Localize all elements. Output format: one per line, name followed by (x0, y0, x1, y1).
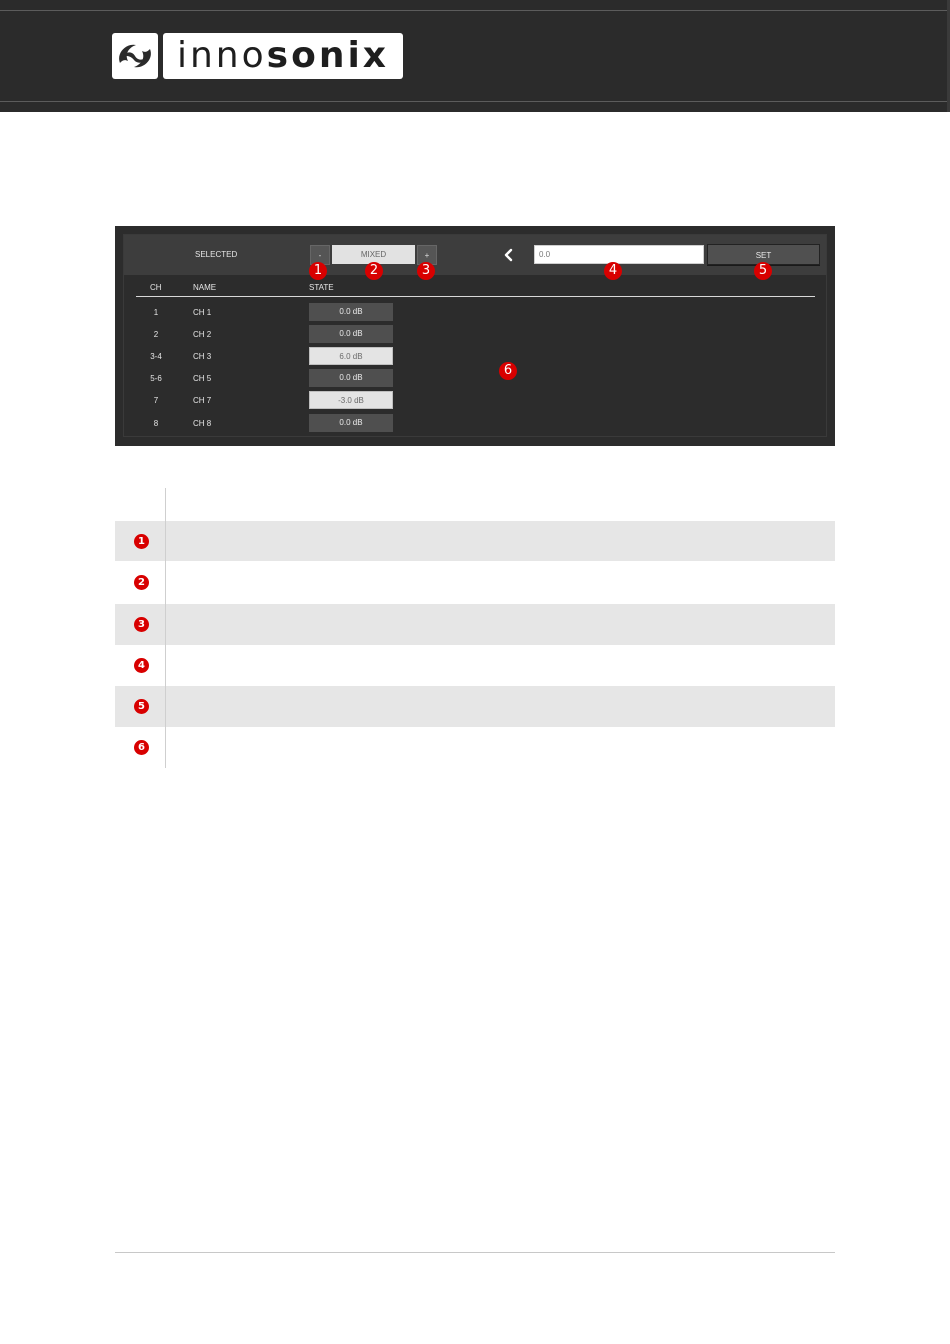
state-button[interactable]: 0.0 dB (309, 303, 393, 321)
mode-display-button[interactable]: MIXED (332, 245, 415, 264)
legend-number-badge: 6 (134, 740, 149, 755)
cell-ch: 1 (153, 308, 159, 317)
callout-marker-1: 1 (309, 262, 327, 280)
legend-row (115, 645, 835, 686)
cell-name: CH 5 (193, 374, 212, 383)
callout-marker-2: 2 (365, 262, 383, 280)
ui-screenshot-panel (115, 226, 835, 446)
column-header-state: STATE (309, 283, 334, 292)
wordmark-bold: sonix (266, 35, 390, 76)
column-header-ch: CH (150, 283, 162, 292)
wordmark-light: inno (176, 35, 267, 76)
state-button[interactable]: 0.0 dB (309, 414, 393, 432)
legend-number-badge: 2 (134, 575, 149, 590)
callout-marker-5: 5 (754, 262, 772, 280)
cell-ch: 7 (153, 396, 159, 405)
innosonix-wordmark (163, 33, 403, 79)
state-button[interactable]: -3.0 dB (309, 391, 393, 409)
gain-value-input[interactable] (534, 245, 704, 264)
legend-row (115, 727, 835, 768)
header-divider (136, 296, 815, 297)
cell-name: CH 1 (193, 308, 212, 317)
footer-rule (115, 1252, 835, 1253)
cell-ch: 3-4 (150, 352, 162, 361)
cell-name: CH 8 (193, 419, 212, 428)
legend-number-badge: 4 (134, 658, 149, 673)
selection-toolbar (124, 235, 826, 275)
state-button[interactable]: 6.0 dB (309, 347, 393, 365)
cell-ch: 2 (153, 330, 159, 339)
legend-row (115, 604, 835, 645)
callout-marker-3: 3 (417, 262, 435, 280)
legend-number-badge: 5 (134, 699, 149, 714)
state-button[interactable]: 0.0 dB (309, 325, 393, 343)
legend-row (115, 562, 835, 603)
cell-name: CH 3 (193, 352, 212, 361)
document-header (0, 0, 950, 112)
header-bottom-rule (0, 101, 950, 102)
callout-marker-6: 6 (499, 362, 517, 380)
set-button[interactable]: SET (707, 244, 820, 265)
legend-row (115, 521, 835, 562)
state-button[interactable]: 0.0 dB (309, 369, 393, 387)
cell-name: CH 7 (193, 396, 212, 405)
legend-number-badge: 3 (134, 617, 149, 632)
legend-column-divider (165, 488, 166, 768)
legend-number-badge: 1 (134, 534, 149, 549)
legend-row (115, 686, 835, 727)
column-header-name: NAME (193, 283, 217, 292)
increment-button[interactable]: + (417, 245, 437, 265)
cell-ch: 5-6 (150, 374, 162, 383)
header-top-rule (0, 10, 950, 11)
chevron-left-icon[interactable] (502, 247, 516, 261)
selected-label: SELECTED (195, 250, 238, 259)
decrement-button[interactable]: - (310, 245, 330, 265)
cell-name: CH 2 (193, 330, 212, 339)
cell-ch: 8 (153, 419, 159, 428)
callout-marker-4: 4 (604, 262, 622, 280)
innosonix-wave-logo-icon (112, 33, 158, 79)
